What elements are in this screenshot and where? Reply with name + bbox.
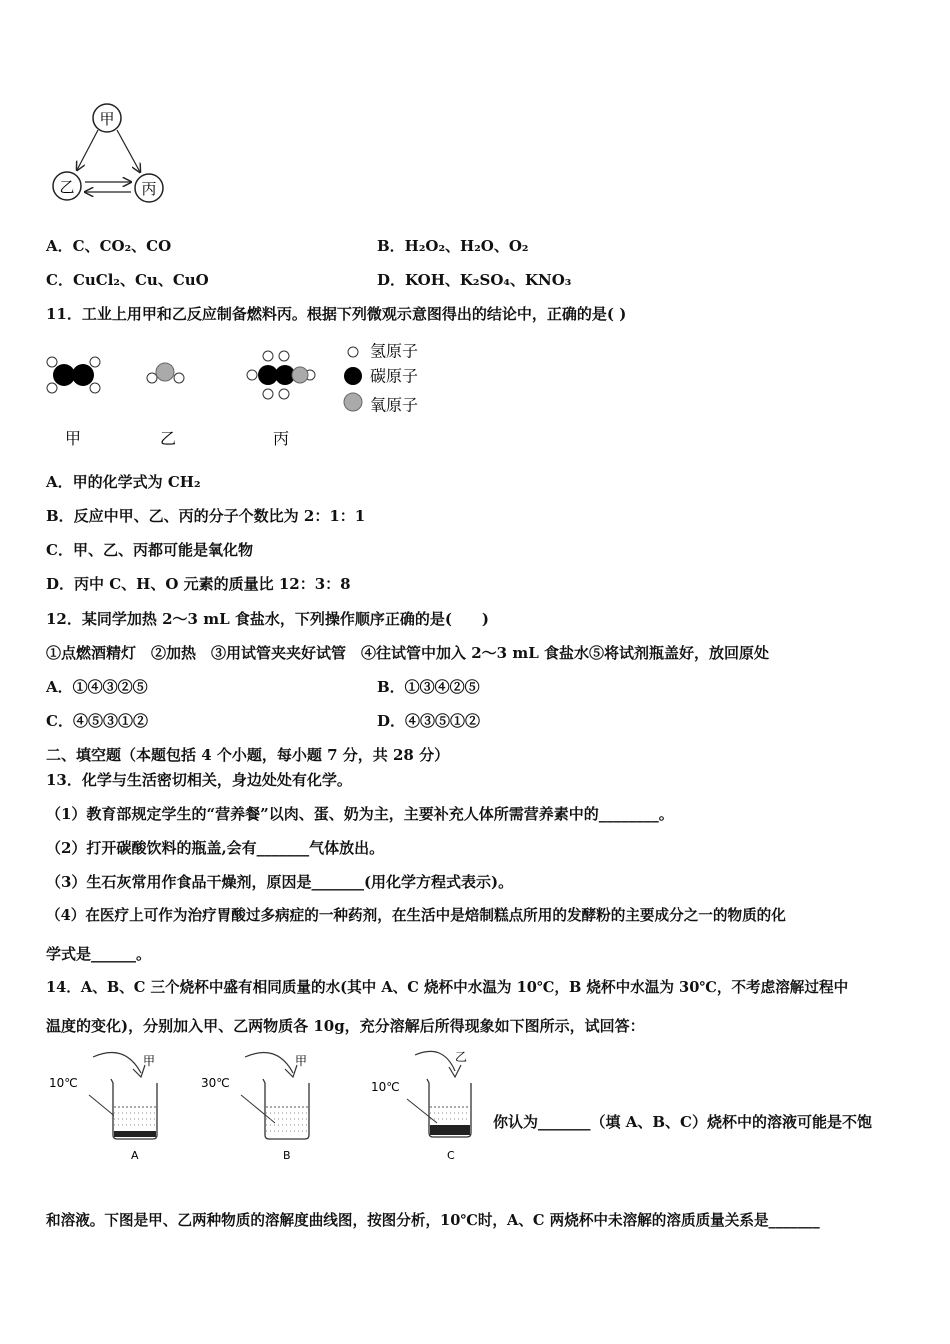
beaker-a-temp: 10℃ bbox=[49, 1076, 78, 1090]
q12-stem: 12．某同学加热 2～3 mL 食盐水，下列操作顺序正确的是( ) bbox=[46, 610, 490, 628]
q11-option-c[interactable]: C．甲、乙、丙都可能是氧化物 bbox=[46, 541, 253, 559]
beaker-b bbox=[201, 1053, 309, 1162]
triangle-right-label: 丙 bbox=[141, 180, 157, 198]
label-yi: 乙 bbox=[159, 429, 177, 448]
q14-line1: 14．A、B、C 三个烧杯中盛有相同质量的水(其中 A、C 烧杯中水温为 10℃，B 烧杯中水温为 30℃，不考虑溶解过程中 bbox=[46, 979, 849, 996]
q11-molecule-diagram bbox=[40, 336, 440, 456]
q11-option-b[interactable]: B．反应中甲、乙、丙的分子个数比为 2：1：1 bbox=[46, 507, 366, 525]
q13-part1: （1）教育部规定学生的“营养餐”以肉、蛋、奶为主，主要补充人体所需营养素中的________。 bbox=[46, 805, 674, 823]
q10-option-b[interactable]: B．H₂O₂、H₂O、O₂ bbox=[377, 237, 529, 255]
q10-option-c[interactable]: C．CuCl₂、Cu、CuO bbox=[46, 271, 209, 289]
molecule-bing bbox=[247, 351, 315, 399]
q14-side-text: 你认为_______（填 A、B、C）烧杯中的溶液可能是不饱 bbox=[493, 1113, 872, 1131]
q12-option-a[interactable]: A．①④③②⑤ bbox=[46, 678, 148, 696]
q12-option-d[interactable]: D．④③⑤①② bbox=[377, 712, 481, 730]
beaker-b-substance: 甲 bbox=[295, 1054, 308, 1068]
q12-option-b[interactable]: B．①③④②⑤ bbox=[377, 678, 480, 696]
q14-beakers-diagram bbox=[45, 1045, 485, 1170]
q11-stem: 11．工业上用甲和乙反应制备燃料丙。根据下列微观示意图得出的结论中，正确的是( ) bbox=[46, 305, 627, 323]
q12-option-c[interactable]: C．④⑤③①② bbox=[46, 712, 148, 730]
q13-part4-line1: （4）在医疗上可作为治疗胃酸过多病症的一种药剂，在生活中是焙制糕点所用的发酵粉的主要成分之一的物质的化 bbox=[46, 907, 786, 924]
q14-line2: 温度的变化)，分别加入甲、乙两物质各 10g，充分溶解后所得现象如下图所示，试回答： bbox=[46, 1017, 645, 1035]
beaker-c-name: C bbox=[447, 1149, 455, 1162]
beaker-b-name: B bbox=[283, 1149, 291, 1162]
beaker-a bbox=[49, 1053, 157, 1162]
molecule-jia bbox=[47, 357, 100, 393]
q12-steps: ①点燃酒精灯 ②加热 ③用试管夹夹好试管 ④往试管中加入 2～3 mL 食盐水⑤将试剂瓶盖好，放回原处 bbox=[46, 644, 769, 662]
q13-part3: （3）生石灰常用作食品干燥剂，原因是_______(用化学方程式表示)。 bbox=[46, 873, 514, 891]
section-two-heading: 二、填空题（本题包括 4 个小题，每小题 7 分，共 28 分） bbox=[46, 746, 450, 764]
beaker-a-substance: 甲 bbox=[143, 1054, 156, 1068]
q13-stem: 13．化学与生活密切相关，身边处处有化学。 bbox=[46, 771, 352, 789]
legend-carbon: 碳原子 bbox=[370, 366, 419, 386]
q10-option-a[interactable]: A．C、CO₂、CO bbox=[46, 237, 172, 255]
legend-hydrogen: 氢原子 bbox=[370, 341, 419, 361]
q13-part4-line2: 学式是______。 bbox=[46, 945, 152, 963]
beaker-a-name: A bbox=[131, 1149, 139, 1162]
q14-line3: 和溶液。下图是甲、乙两种物质的溶解度曲线图，按图分析，10℃时，A、C 两烧杯中未溶解的溶质质量关系是_______ bbox=[46, 1212, 820, 1229]
molecule-yi bbox=[147, 363, 184, 383]
legend-oxygen: 氧原子 bbox=[370, 395, 419, 415]
q10-option-d[interactable]: D．KOH、K₂SO₄、KNO₃ bbox=[377, 271, 572, 289]
label-bing: 丙 bbox=[272, 429, 290, 448]
beaker-c bbox=[371, 1050, 471, 1162]
triangle-left-label: 乙 bbox=[59, 178, 75, 196]
label-jia: 甲 bbox=[64, 429, 82, 448]
q11-option-a[interactable]: A．甲的化学式为 CH₂ bbox=[46, 473, 201, 491]
beaker-b-temp: 30℃ bbox=[201, 1076, 230, 1090]
reaction-triangle-diagram bbox=[45, 100, 175, 210]
q13-part2: （2）打开碳酸饮料的瓶盖,会有_______气体放出。 bbox=[46, 839, 385, 857]
beaker-c-temp: 10℃ bbox=[371, 1080, 400, 1094]
q11-option-d[interactable]: D．丙中 C、H、O 元素的质量比 12：3：8 bbox=[46, 575, 351, 593]
triangle-top-label: 甲 bbox=[99, 110, 115, 128]
beaker-c-substance: 乙 bbox=[455, 1050, 468, 1064]
